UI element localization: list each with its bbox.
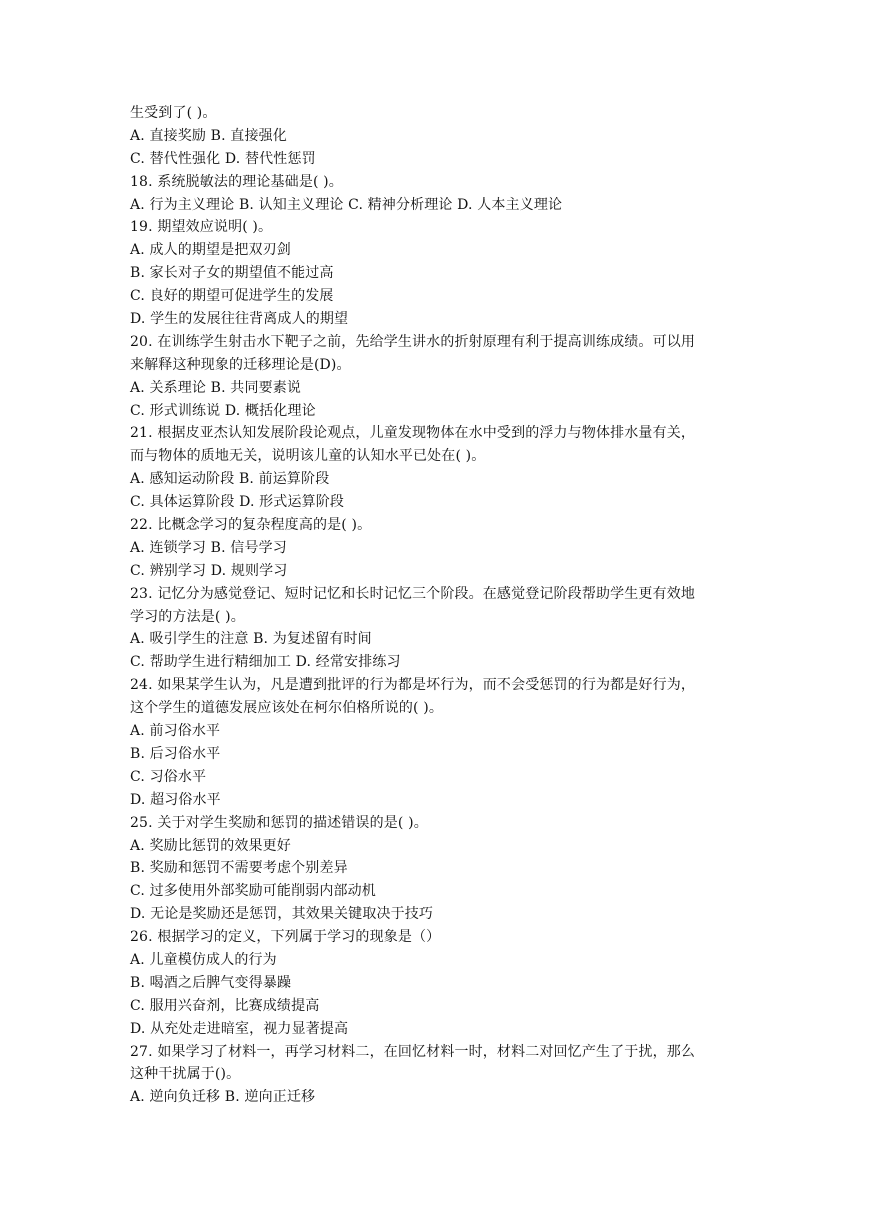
text-line: B. 后习俗水平	[130, 745, 221, 762]
text-line: C. 帮助学生进行精细加工 D. 经常安排练习	[130, 654, 401, 671]
text-line: A. 成人的期望是把双刃剑	[130, 242, 291, 259]
text-line: 27. 如果学习了材料一，再学习材料二，在回忆材料一时，材料二对回忆产生了于扰，那么	[130, 1043, 696, 1060]
text-line: 而与物体的质地无关，说明该儿童的认知水平已处在( )。	[130, 448, 486, 465]
text-line: C. 服用兴奋剂，比赛成绩提高	[130, 997, 320, 1014]
text-line: A. 关系理论 B. 共同要素说	[130, 379, 302, 396]
document-page	[130, 102, 740, 1109]
text-line: C. 替代性强化 D. 替代性惩罚	[130, 150, 316, 167]
text-line: 19. 期望效应说明( )。	[130, 219, 273, 236]
text-line: D. 无论是奖励还是惩罚，其效果关键取决于技巧	[130, 906, 434, 923]
text-line: A. 逆向负迁移 B. 逆向正迁移	[130, 1089, 316, 1106]
text-line: B. 喝酒之后脾气变得暴躁	[130, 974, 292, 991]
text-line: C. 具体运算阶段 D. 形式运算阶段	[130, 494, 345, 511]
text-line: 这个学生的道德发展应该处在柯尔伯格所说的( )。	[130, 700, 443, 717]
text-line: C. 辨别学习 D. 规则学习	[130, 562, 288, 579]
text-line: C. 过多使用外部奖励可能削弱内部动机	[130, 883, 376, 900]
text-line: B. 奖励和惩罚不需要考虑个别差异	[130, 860, 348, 877]
text-line: 21. 根据皮亚杰认知发展阶段论观点，儿童发现物体在水中受到的浮力与物体排水量有关，	[130, 425, 696, 442]
text-line: A. 行为主义理论 B. 认知主义理论 C. 精神分析理论 D. 人本主义理论	[130, 196, 563, 213]
text-line: 这种干扰属于()。	[130, 1066, 241, 1083]
text-line: A. 前习俗水平	[130, 723, 221, 740]
text-line: D. 超习俗水平	[130, 791, 221, 808]
text-line: A. 吸引学生的注意 B. 为复述留有时间	[130, 631, 372, 648]
text-line: A. 奖励比惩罚的效果更好	[130, 837, 291, 854]
text-line: 23. 记忆分为感觉登记、短时记忆和长时记忆三个阶段。在感觉登记阶段帮助学生更有效地	[130, 585, 696, 602]
text-line: 学习的方法是( )。	[130, 608, 245, 625]
text-line: A. 感知运动阶段 B. 前运算阶段	[130, 471, 330, 488]
text-line: 25. 关于对学生奖励和惩罚的描述错误的是( )。	[130, 814, 428, 831]
text-line: B. 家长对子女的期望值不能过高	[130, 265, 334, 282]
text-line: 26. 根据学习的定义，下列属于学习的现象是（）	[130, 929, 441, 946]
text-line: 18. 系统脱敏法的理论基础是( )。	[130, 173, 343, 190]
text-line: A. 连锁学习 B. 信号学习	[130, 539, 287, 556]
text-line: 生受到了( )。	[130, 105, 217, 121]
text-line: 22. 比概念学习的复杂程度高的是( )。	[130, 517, 372, 534]
text-line: 24. 如果某学生认为，凡是遭到批评的行为都是坏行为，而不会受惩罚的行为都是好行为，	[130, 677, 696, 694]
text-line: 来解释这种现象的迁移理论是(D)。	[130, 356, 351, 373]
text-line: 20. 在训练学生射击水下靶子之前，先给学生讲水的折射原理有利于提高训练成绩。可以用	[130, 333, 696, 350]
text-line: C. 习俗水平	[130, 768, 207, 785]
text-line: A. 儿童模仿成人的行为	[130, 951, 277, 968]
text-line: A. 直接奖励 B. 直接强化	[130, 127, 287, 144]
text-line: D. 学生的发展往往背离成人的期望	[130, 311, 349, 328]
text-line: D. 从充处走进暗室，视力显著提高	[130, 1020, 349, 1037]
text-line: C. 形式训练说 D. 概括化理论	[130, 402, 316, 419]
text-line: C. 良好的期望可促进学生的发展	[130, 288, 334, 305]
